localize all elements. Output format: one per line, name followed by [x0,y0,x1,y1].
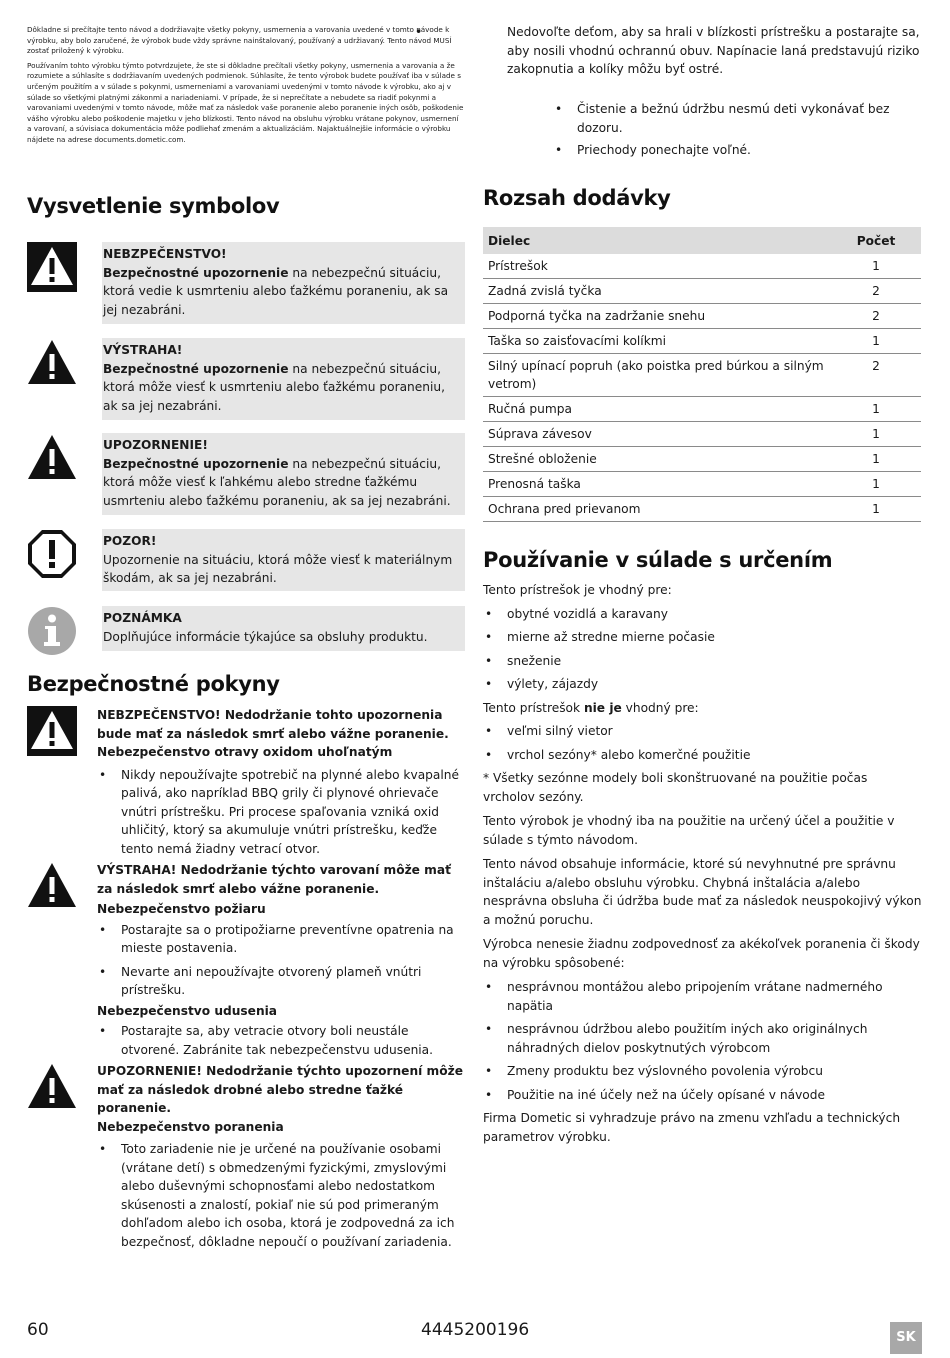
delivery-part-qty: 1 [831,422,921,447]
delivery-table [483,227,921,522]
usage-section [483,581,923,1152]
symbol-notice-box [102,529,465,591]
warning-icon [27,338,77,388]
safety-warning-bullet-2: • Nevarte ani nepoužívajte otvorený plameň vnútri prístrešku. [97,963,465,1000]
safety-warning-sub1: Nebezpečenstvo požiaru [97,902,266,916]
symbol-warning-title: VÝSTRAHA! [103,343,183,357]
safety-heading: Bezpečnostné pokyny [27,672,280,696]
symbol-warning-bold: Bezpečnostné upozornenie [103,361,289,376]
page-number: 60 [27,1320,49,1340]
delivery-part-qty: 1 [831,397,921,422]
symbol-info-text: Doplňujúce informácie týkajúce sa obsluhy produktu. [103,629,428,644]
symbol-info-box [102,606,465,651]
symbol-warning-box [102,338,465,420]
caution-icon [27,433,77,483]
list-item: • výlety, zájazdy [483,675,923,694]
delivery-part-name: Súprava závesov [483,422,831,447]
usage-not-suitable-intro [483,699,923,718]
safety-caution-head: UPOZORNENIE! Nedodržanie týchto upozornení môže mať za následok drobné alebo stredne ťažké poranenie. [97,1064,463,1115]
delivery-part-name: Ochrana pred prievanom [483,497,831,522]
symbol-caution-box [102,433,465,515]
table-row [483,329,921,354]
symbol-notice-title: POZOR! [103,534,157,548]
list-item: • Použitie na iné účely než na účely opísané v návode [483,1086,923,1105]
safety-warning-bullet-3: • Postarajte sa, aby vetracie otvory boli neustále otvorené. Zabránite tak nebezpečenstvu udusenia. [97,1022,465,1059]
delivery-col-part: Dielec [483,227,831,254]
symbols-heading: Vysvetlenie symbolov [27,194,280,218]
table-row [483,447,921,472]
list-item: • Zmeny produktu bez výslovného povolenia výrobcu [483,1062,923,1081]
table-row [483,497,921,522]
symbol-info-title: POZNÁMKA [103,611,182,625]
symbol-danger-text: na nebezpečnú situáciu, ktorá vedie k usmrteniu alebo ťažkému poraneniu, ak sa jej nezabráni. [103,265,449,317]
safety-warning-block [27,861,465,1059]
delivery-part-qty: 2 [831,279,921,304]
delivery-part-qty: 1 [831,254,921,279]
safety-caution-sub: Nebezpečenstvo poranenia [97,1119,284,1134]
delivery-heading: Rozsah dodávky [483,186,671,210]
list-item: • mierne až stredne mierne počasie [483,628,923,647]
safety-danger-sub: Nebezpečenstvo otravy oxidom uhoľnatým [97,745,393,759]
child-safety-bullet-1: • Nedovoľte deťom, aby sa hrali v blízkosti prístrešku a postarajte sa, aby nosili vhodnú ochrannú obuv. Napínacie laná predstavujú riziko zakopnutia a kolíky môžu byť ostré. [413,23,923,79]
usage-suitable-intro: Tento prístrešok je vhodný pre: [483,583,672,597]
delivery-part-qty: 1 [831,447,921,472]
delivery-part-name: Ručná pumpa [483,397,831,422]
safety-warning-sub2: Nebezpečenstvo udusenia [97,1003,278,1018]
safety-warning-bullet-1: • Postarajte sa o protipožiarne preventívne opatrenia na mieste postavenia. [97,921,465,958]
document-code: 4445200196 [421,1320,530,1340]
table-row [483,472,921,497]
delivery-part-qty: 1 [831,329,921,354]
symbol-caution-text: na nebezpečnú situáciu, ktorá môže viesť k ľahkému alebo stredne ťažkému usmrteniu alebo ťažkému poraneniu, ak sa jej nezabráni. [103,456,451,508]
delivery-part-name: Prenosná taška [483,472,831,497]
warning-icon [27,861,77,911]
usage-heading: Používanie v súlade s určením [483,548,833,572]
child-safety-list [483,23,923,79]
delivery-part-qty: 2 [831,354,921,397]
table-row [483,304,921,329]
delivery-part-name: Strešné obloženie [483,447,831,472]
delivery-part-qty: 2 [831,304,921,329]
usage-not-post: vhodný pre: [621,700,699,715]
danger-icon [27,242,77,292]
notice-icon [27,529,77,579]
usage-not-bold: nie je [583,700,622,715]
symbol-notice-text: Upozornenie na situáciu, ktorá môže viesť k materiálnym škodám, ak sa jej nezabráni. [103,552,453,585]
table-row [483,397,921,422]
delivery-col-qty: Počet [831,227,921,254]
delivery-part-name: Silný upínací popruh (ako poistka pred búrkou a silným vetrom) [483,354,831,397]
usage-paragraph-2: Tento návod obsahuje informácie, ktoré sú nevyhnutné pre správnu inštaláciu a/alebo obsluhu výrobku. Chybná inštalácia a/alebo nesprávna obsluha či údržba bude mať za následok neuspokojivý výkon a možnú poruchu. [483,857,922,927]
usage-paragraph-4: Firma Dometic si vyhradzuje právo na zmenu vzhľadu a technických parametrov výrobku. [483,1111,901,1144]
list-item: • nesprávnou montážou alebo pripojením vrátane nadmerného napätia [483,978,923,1015]
symbol-caution-title: UPOZORNENIE! [103,438,208,452]
list-item: • vrchol sezóny* alebo komerčné použitie [483,746,923,765]
safety-warning-head: VÝSTRAHA! Nedodržanie týchto varovaní môže mať za následok smrť alebo vážne poranenie. [97,863,451,896]
list-item: • obytné vozidlá a karavany [483,605,923,624]
danger-icon [27,706,77,756]
intro-paragraph-2: Používaním tohto výrobku týmto potvrdzujete, že ste si dôkladne prečítali všetky pokyny, usmernenia a varovania a že rozumiete a súhlasíte s dodržiavaním uvedených podmienok. Súhlasíte, že tento výrobok budete používať iba v súlade s určeným použitím a v súlade s pokynmi, usmerneniami a varovaniami uvedenými v tomto návode k výrobku, ako aj v súlade so všetkými platnými zákonmi a nariadeniami. V prípade, že si neprečítate a nebudete sa riadiť pokynmi a varovaniami uvedenými v tomto návode, môže mať za následok vaše poranenie alebo poranenie iných osôb, poškodenie vášho výrobku alebo poškodenie majetku v jeho blízkosti. Tento návod na obsluhu výrobku vrátane pokynov, usmernení a varovaní, a súvisiaca dokumentácia môže podliehať zmenám a aktualizáciám. Najaktuálnejšie informácie o výrobku nájdete na adrese documents.dometic.com. [27,60,464,144]
delivery-part-qty: 1 [831,472,921,497]
safety-danger-bullet: • Nikdy nepoužívajte spotrebič na plynné alebo kvapalné palivá, ako napríklad BBQ grily či plynové ohrievače vnútri prístrešku. Pri procese spaľovania vzniká oxid uhličitý, ktorý sa akumuluje vnútri prístrešku, keďže tento nemá žiadny vetrací otvor. [97,766,465,859]
safety-caution-bullet: • Toto zariadenie nie je určené na používanie osobami (vrátane detí) s obmedzenými fyzickými, zmyslovými alebo duševnými schopnosťami alebo nedostatkom skúsenosti a znalostí, pokiaľ nie sú pod primeraným dohľadom alebo ich osoba, ktorá je zodpovedná za ich bezpečnosť, dôkladne nepoučí o používaní zariadenia. [97,1140,465,1251]
symbol-caution-bold: Bezpečnostné upozornenie [103,456,289,471]
table-row [483,254,921,279]
child-safety-bullet-3: • Priechody ponechajte voľné. [553,141,923,160]
delivery-part-name: Prístrešok [483,254,831,279]
intro-paragraph-1: Dôkladne si prečítajte tento návod a dodržiavajte všetky pokyny, usmernenia a varovania uvedené v tomto návode k výrobku, aby bolo zaručené, že výrobok bude vždy správne nainštalovaný, používaný a udržiavaný. Tento návod MUSÍ zostať priložený k výrobku. [27,25,452,56]
list-item: • veľmi silný vietor [483,722,923,741]
language-badge: SK [890,1322,922,1354]
safety-caution-block [27,1062,465,1251]
usage-paragraph-3: Výrobca nenesie žiadnu zodpovednosť za akékoľvek poranenia či škody na výrobku spôsobené: [483,937,920,970]
usage-paragraph-1: Tento výrobok je vhodný iba na použitie na určený účel a použitie v súlade s týmto návodom. [483,814,895,847]
delivery-part-name: Taška so zaisťovacími kolíkmi [483,329,831,354]
symbol-danger-box [102,242,465,324]
intro-text [27,25,465,150]
list-item: • sneženie [483,652,923,671]
table-row [483,354,921,397]
delivery-part-qty: 1 [831,497,921,522]
caution-icon [27,1062,77,1112]
child-safety-bullet-2: • Čistenie a bežnú údržbu nesmú deti vykonávať bez dozoru. [553,100,923,137]
symbol-danger-title: NEBZPEČENSTVO! [103,247,227,261]
list-item: • nesprávnou údržbou alebo použitím iných ako originálnych náhradných dielov poskytnutých výrobcom [483,1020,923,1057]
delivery-part-name: Podporná tyčka na zadržanie snehu [483,304,831,329]
safety-danger-head: NEBZPEČENSTVO! Nedodržanie tohto upozornenia bude mať za následok smrť alebo vážne poranenie. [97,708,449,741]
usage-not-pre: Tento prístrešok [483,700,584,715]
usage-footnote: * Všetky sezónne modely boli skonštruované na použitie počas vrcholov sezóny. [483,771,868,804]
table-row [483,279,921,304]
info-icon [27,606,77,656]
child-safety-list-2 [553,100,923,160]
symbol-warning-text: na nebezpečnú situáciu, ktorá môže viesť k usmrteniu alebo ťažkému poraneniu, ak sa jej nezabráni. [103,361,445,413]
table-row [483,422,921,447]
safety-danger-block [27,706,465,858]
delivery-table-header [483,227,921,254]
symbol-danger-bold: Bezpečnostné upozornenie [103,265,289,280]
delivery-part-name: Zadná zvislá tyčka [483,279,831,304]
